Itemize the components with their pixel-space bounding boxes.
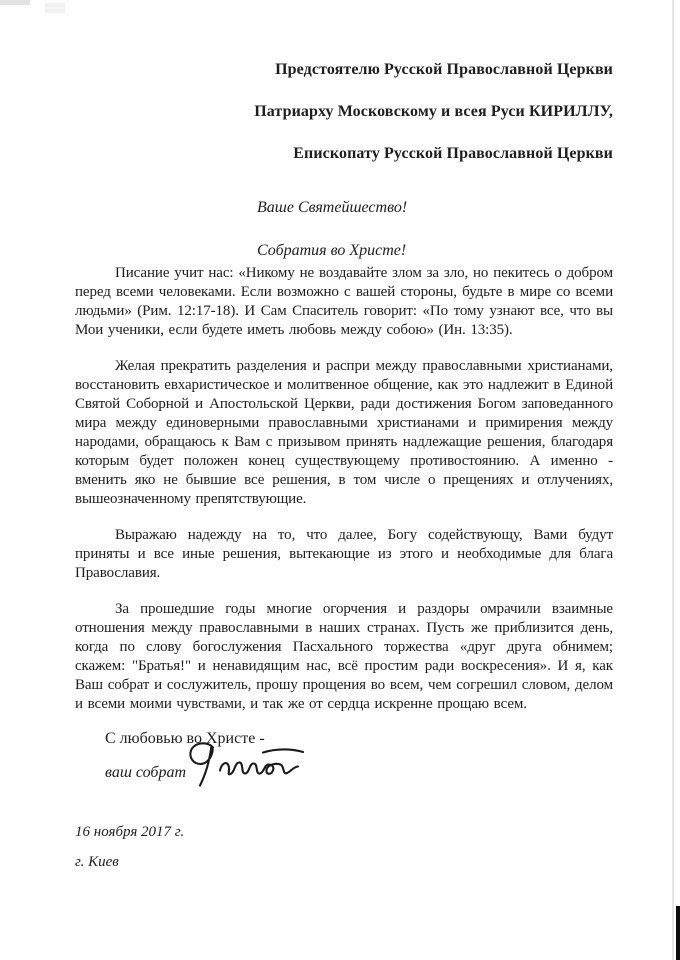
closing-line: С любовью во Христе - [105,730,265,747]
paragraph-2: Желая прекратить разделения и распри между православными христианами, восстановить евхаристическое и молитвенное общение, как это надлежит в Единой Святой Соборной и Апостольской Церкви, ради достижения Богом заповеданного мира между единоверными православными христианами и примирения между народами, обращаюсь к Вам с призывом принять надлежащие решения, благодаря которым будет положен конец существующему противостоянию. А именно - вменить яко не бывшие все решения, в том числе о прещениях и отлучениях, вышеозначенному препятствующие. [75,358,613,507]
letter-body [75,264,613,731]
salutation-line-2: Собратия во Христе! [257,242,407,259]
signature-strokes [190,743,303,785]
recipient-line-2: Патриарху Московскому и всея Руси КИРИЛЛУ, [254,103,613,120]
scan-edge-black-strip [676,906,680,960]
date-line: 16 ноября 2017 г. [75,824,185,840]
signoff-label: ваш собрат [105,764,187,781]
scan-smudge-top-left [0,0,30,5]
signature-handwriting-filaret [183,738,309,796]
recipient-line-1: Предстоятелю Русской Православной Церкви [275,61,613,78]
salutation-line-1: Ваше Святейшество! [257,199,408,216]
paragraph-1: Писание учит нас: «Никому не воздавайте злом за зло, но пекитесь о добром перед всеми человеками. Если возможно с вашей стороны, будьте в мире со всеми людьми» (Рим. 12:17-18). И Сам Спаситель говорит: «По тому узнают все, что вы Мои ученики, если будете иметь любовь между собою» (Ин. 13:35). [75,265,613,338]
paragraph-3: Выражаю надежду на то, что далее, Богу содействующу, Вами будут приняты и все иные решения, вытекающие из этого и необходимые для блага Православия. [75,527,613,581]
recipient-block [75,60,613,186]
scan-smudge-top-left-2 [45,3,65,13]
scan-edge-line [672,0,674,960]
recipient-line-3: Епископату Русской Православной Церкви [293,145,613,162]
place-line: г. Киев [75,854,119,870]
paragraph-4: За прошедшие годы многие огорчения и раздоры омрачили взаимные отношения между православными в наших странах. Пусть же приблизится день, когда по слову богослужения Пасхального торжества «друг друга обнимем; скажем: "Братья!" и ненавидящим нас, всё простим ради воскресения». И я, как Ваш собрат и сослужитель, прошу прощения во всем, чем согрешил словом, делом и всеми моими чувствами, и так же от сердца искренне прощаю всем. [75,601,613,712]
